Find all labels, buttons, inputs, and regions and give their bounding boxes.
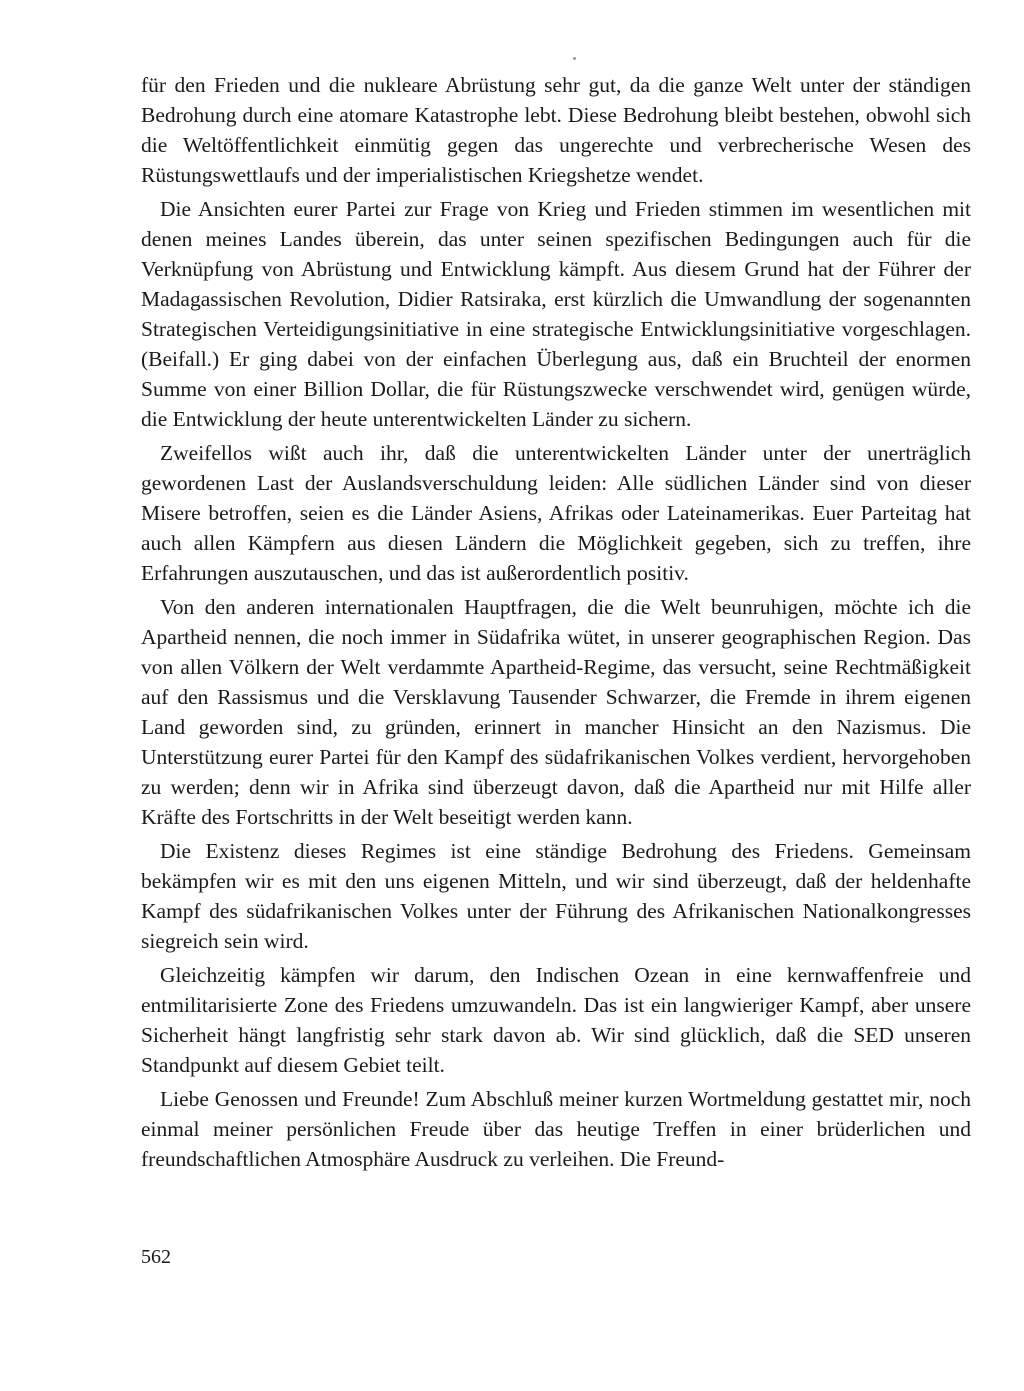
paragraph-3: Zweifellos wißt auch ihr, daß die unterentwickelten Länder unter der unerträglich gewordenen Last der Auslandsverschuldung leiden: Alle südlichen Länder sind von dieser Misere betroffen, seien es die Länder Asiens, Afrikas oder Lateinamerikas. Euer Parteitag hat auch allen Kämpfern aus diesen Ländern die Möglichkeit gegeben, sich zu treffen, ihre Erfahrungen auszutauschen, und das ist außerordentlich positiv. — [141, 441, 971, 585]
paragraph-7: Liebe Genossen und Freunde! Zum Abschluß meiner kurzen Wortmeldung gestattet mir, noch einmal meiner persönlichen Freude über das heutige Treffen in einer brüderlichen und freundschaftlichen Atmosphäre Ausdruck zu verleihen. Die Freund- — [141, 1087, 971, 1171]
scan-speck — [573, 57, 576, 60]
paragraph-6: Gleichzeitig kämpfen wir darum, den Indischen Ozean in eine kernwaffenfreie und entmilitarisierte Zone des Friedens umzuwandeln. Das ist ein langwieriger Kampf, aber unsere Sicherheit hängt langfristig sehr stark davon ab. Wir sind glücklich, daß die SED unseren Standpunkt auf diesem Gebiet teilt. — [141, 963, 971, 1077]
document-body — [141, 70, 971, 1178]
paragraph-2: Die Ansichten eurer Partei zur Frage von Krieg und Frieden stimmen im wesentlichen mit denen meines Landes überein, das unter seinen spezifischen Bedingungen auch für die Verknüpfung von Abrüstung und Entwicklung kämpft. Aus diesem Grund hat der Führer der Madagassischen Revolution, Didier Ratsiraka, erst kürzlich die Umwandlung der sogenannten Strategischen Verteidigungsinitiative in eine strategische Entwicklungsinitiative vorgeschlagen. (Beifall.) Er ging dabei von der einfachen Überlegung aus, daß ein Bruchteil der enormen Summe von einer Billion Dollar, die für Rüstungszwecke verschwendet wird, genügen würde, die Entwicklung der heute unterentwickelten Länder zu sichern. — [141, 197, 971, 431]
paragraph-4: Von den anderen internationalen Hauptfragen, die die Welt beunruhigen, möchte ich die Apartheid nennen, die noch immer in Südafrika wütet, in unserer geographischen Region. Das von allen Völkern der Welt verdammte Apartheid-Regime, das versucht, seine Rechtmäßigkeit auf den Rassismus und die Versklavung Tausender Schwarzer, die Fremde in ihrem eigenen Land geworden sind, zu gründen, erinnert in mancher Hinsicht an den Nazismus. Die Unterstützung eurer Partei für den Kampf des südafrikanischen Volkes verdient, hervorgehoben zu werden; denn wir in Afrika sind überzeugt davon, daß die Apartheid nur mit Hilfe aller Kräfte des Fortschritts in der Welt beseitigt werden kann. — [141, 595, 971, 829]
paragraph-1: für den Frieden und die nukleare Abrüstung sehr gut, da die ganze Welt unter der ständigen Bedrohung durch eine atomare Katastrophe lebt. Diese Bedrohung bleibt bestehen, obwohl sich die Weltöffentlichkeit einmütig gegen das ungerechte und verbrecherische Wesen des Rüstungswettlaufs und der imperialistischen Kriegshetze wendet. — [141, 73, 971, 187]
paragraph-5: Die Existenz dieses Regimes ist eine ständige Bedrohung des Friedens. Gemeinsam bekämpfen wir es mit den uns eigenen Mitteln, und wir sind überzeugt, daß der heldenhafte Kampf des südafrikanischen Volkes unter der Führung des Afrikanischen Nationalkongresses siegreich sein wird. — [141, 839, 971, 953]
page-number: 562 — [141, 1246, 171, 1268]
